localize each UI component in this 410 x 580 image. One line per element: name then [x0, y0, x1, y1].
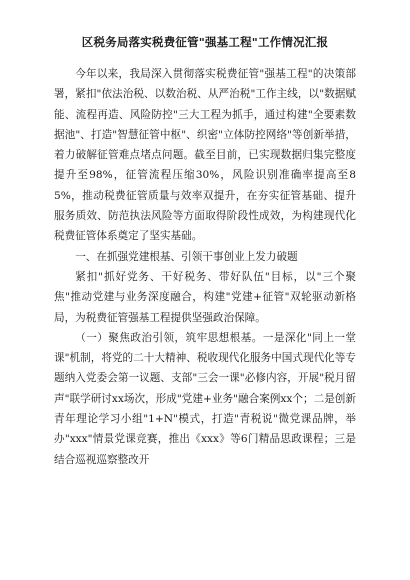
- document-title: 区税务局落实税费征管"强基工程"工作情况汇报: [81, 35, 329, 49]
- subsection-1-paragraph: （一）聚焦政治引领，筑牢思想根基。一是深化"同上一堂课"机制，将党的二十大精神、税收现代化服务中国式现代化等专题纳入党委会第一议题、支部"三会一课"必修内容，开展"税月留声"联学研讨xx场次，形成"党建+业务"融合案例xx个；二是创新青年理论学习小组"1+N"模式，打造"青税说"微党课品牌，举办"xxx"情景党课竞赛，推出《xxx》等6门精品思政课程；三是结合巡视巡察整改开: [54, 331, 356, 466]
- intro-paragraph: 今年以来，我局深入贯彻落实税费征管"强基工程"的决策部署，紧扣"依法治税、以数治税、从严治税"工作主线，以"数据赋能、流程再造、风险防控"三大工程为抓手，通过构建"全要素数据池"、打造"智慧征管中枢"、织密"立体防控网络"等创新举措，着力破解征管难点堵点问题。截至目前，已实现数据归集完整度提升至98%，征管流程压缩30%，风险识别准确率提高至85%，推动税费征管质量与效率双提升，在夯实征管基础、提升服务质效、防范执法风险等方面取得阶段性成效，为构建现代化税费征管体系奠定了坚实基础。: [54, 68, 356, 243]
- section-heading-1: 一、在抓强党建根基、引领干事创业上发力破题: [75, 250, 298, 263]
- section-1-paragraph: 紧扣"抓好党务、干好税务、带好队伍"目标，以"三个聚焦"推动党建与业务深度融合，构建"党建+征管"双轮驱动新格局，为税费征管强基工程提供坚强政治保障。: [54, 270, 356, 324]
